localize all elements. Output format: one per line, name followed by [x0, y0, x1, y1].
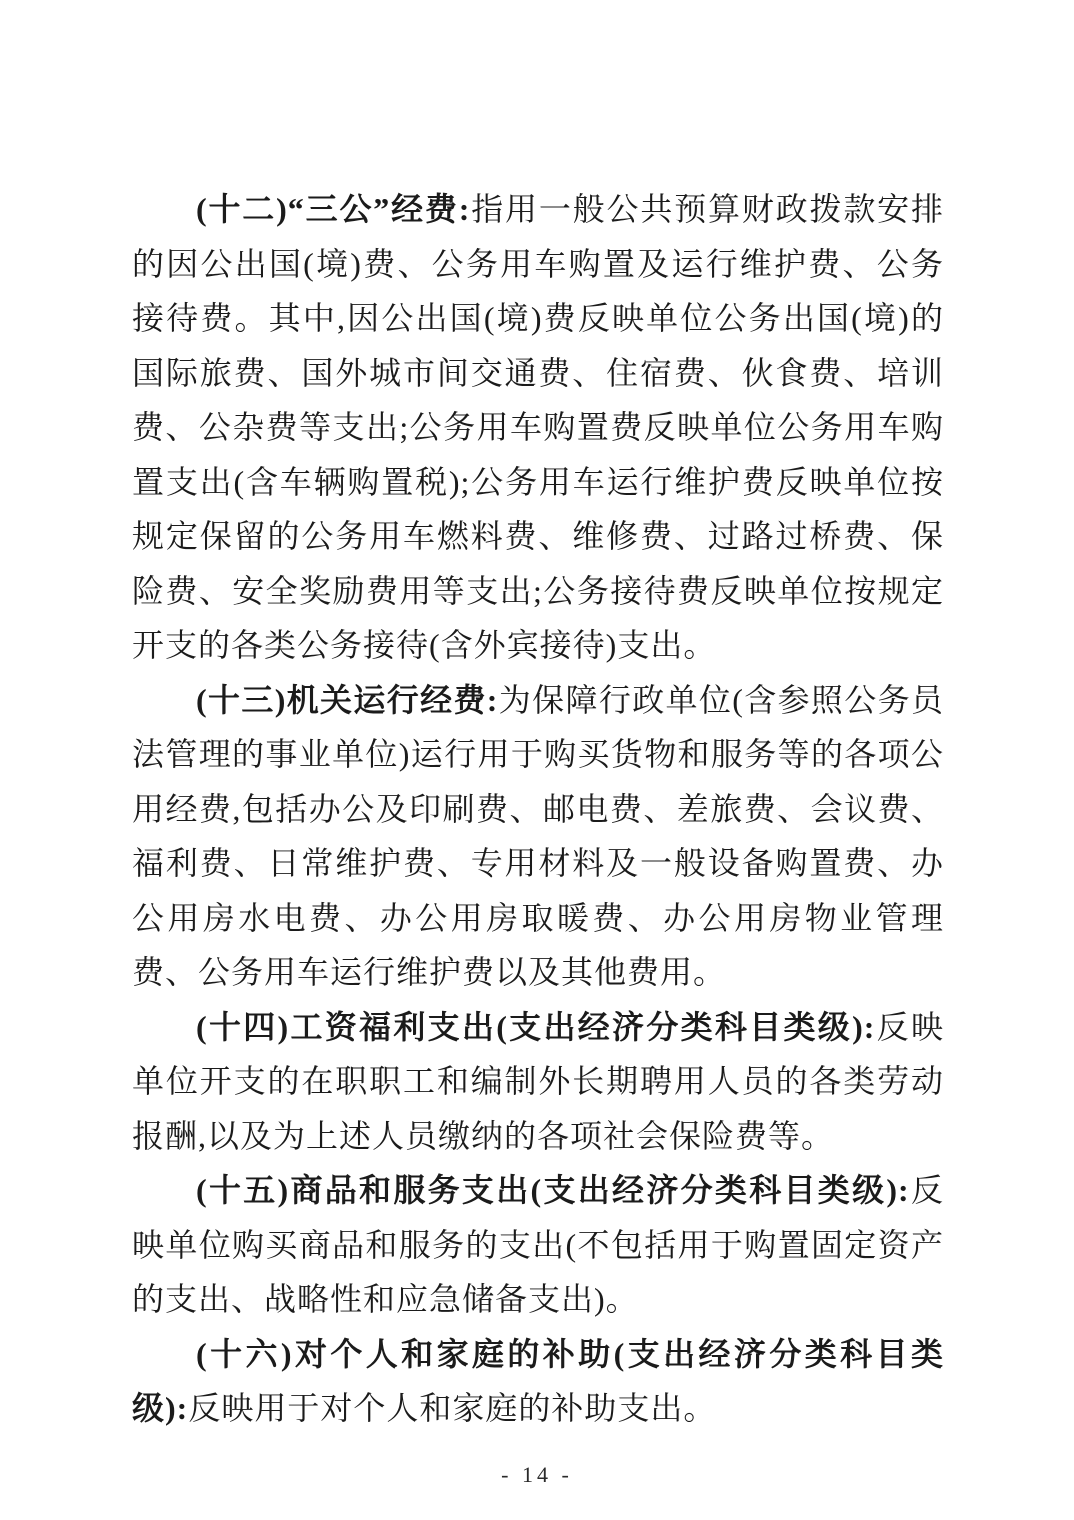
section-text-12: 指用一般公共预算财政拨款安排的因公出国(境)费、公务用车购置及运行维护费、公务接待费。其中,因公出国(境)费反映单位公务出国(境)的国际旅费、国外城市间交通费、住宿费、伙食费、培训费、公杂费等支出;公务用车购置费反映单位公务用车购置支出(含车辆购置税);公务用车运行维护费反映单位按规定保留的公务用车燃料费、维修费、过路过桥费、保险费、安全奖励费用等支出;公务接待费反映单位按规定开支的各类公务接待(含外宾接待)支出。	[132, 191, 944, 663]
paragraph-item-12	[132, 182, 944, 673]
section-heading-16: (十六)对个人和家庭的补助(支出经济分类科目类级):	[132, 1335, 944, 1426]
paragraph-item-15	[132, 1163, 944, 1327]
section-text-15: 反映单位购买商品和服务的支出(不包括用于购置固定资产的支出、战略性和应急储备支出)。	[132, 1172, 944, 1317]
section-heading-12: (十二)“三公”经费:	[196, 191, 471, 227]
section-heading-15: (十五)商品和服务支出(支出经济分类科目类级):	[196, 1172, 910, 1208]
paragraph-item-16	[132, 1327, 944, 1436]
page-footer	[0, 1462, 1074, 1488]
section-heading-14: (十四)工资福利支出(支出经济分类科目类级):	[196, 1008, 876, 1045]
document-body	[132, 182, 944, 1436]
section-text-16: 反映用于对个人和家庭的补助支出。	[188, 1390, 717, 1426]
paragraph-item-13	[132, 673, 944, 1000]
section-text-14: 反映单位开支的在职职工和编制外长期聘用人员的各类劳动报酬,以及为上述人员缴纳的各项社会保险费等。	[132, 1008, 944, 1154]
paragraph-item-14	[132, 1000, 944, 1164]
page-number: - 14 -	[501, 1462, 573, 1487]
section-text-13: 为保障行政单位(含参照公务员法管理的事业单位)运行用于购买货物和服务等的各项公用经费,包括办公及印刷费、邮电费、差旅费、会议费、福利费、日常维护费、专用材料及一般设备购置费、办公用房水电费、办公用房取暖费、办公用房物业管理费、公务用车运行维护费以及其他费用。	[132, 681, 944, 990]
section-heading-13: (十三)机关运行经费:	[196, 681, 499, 718]
